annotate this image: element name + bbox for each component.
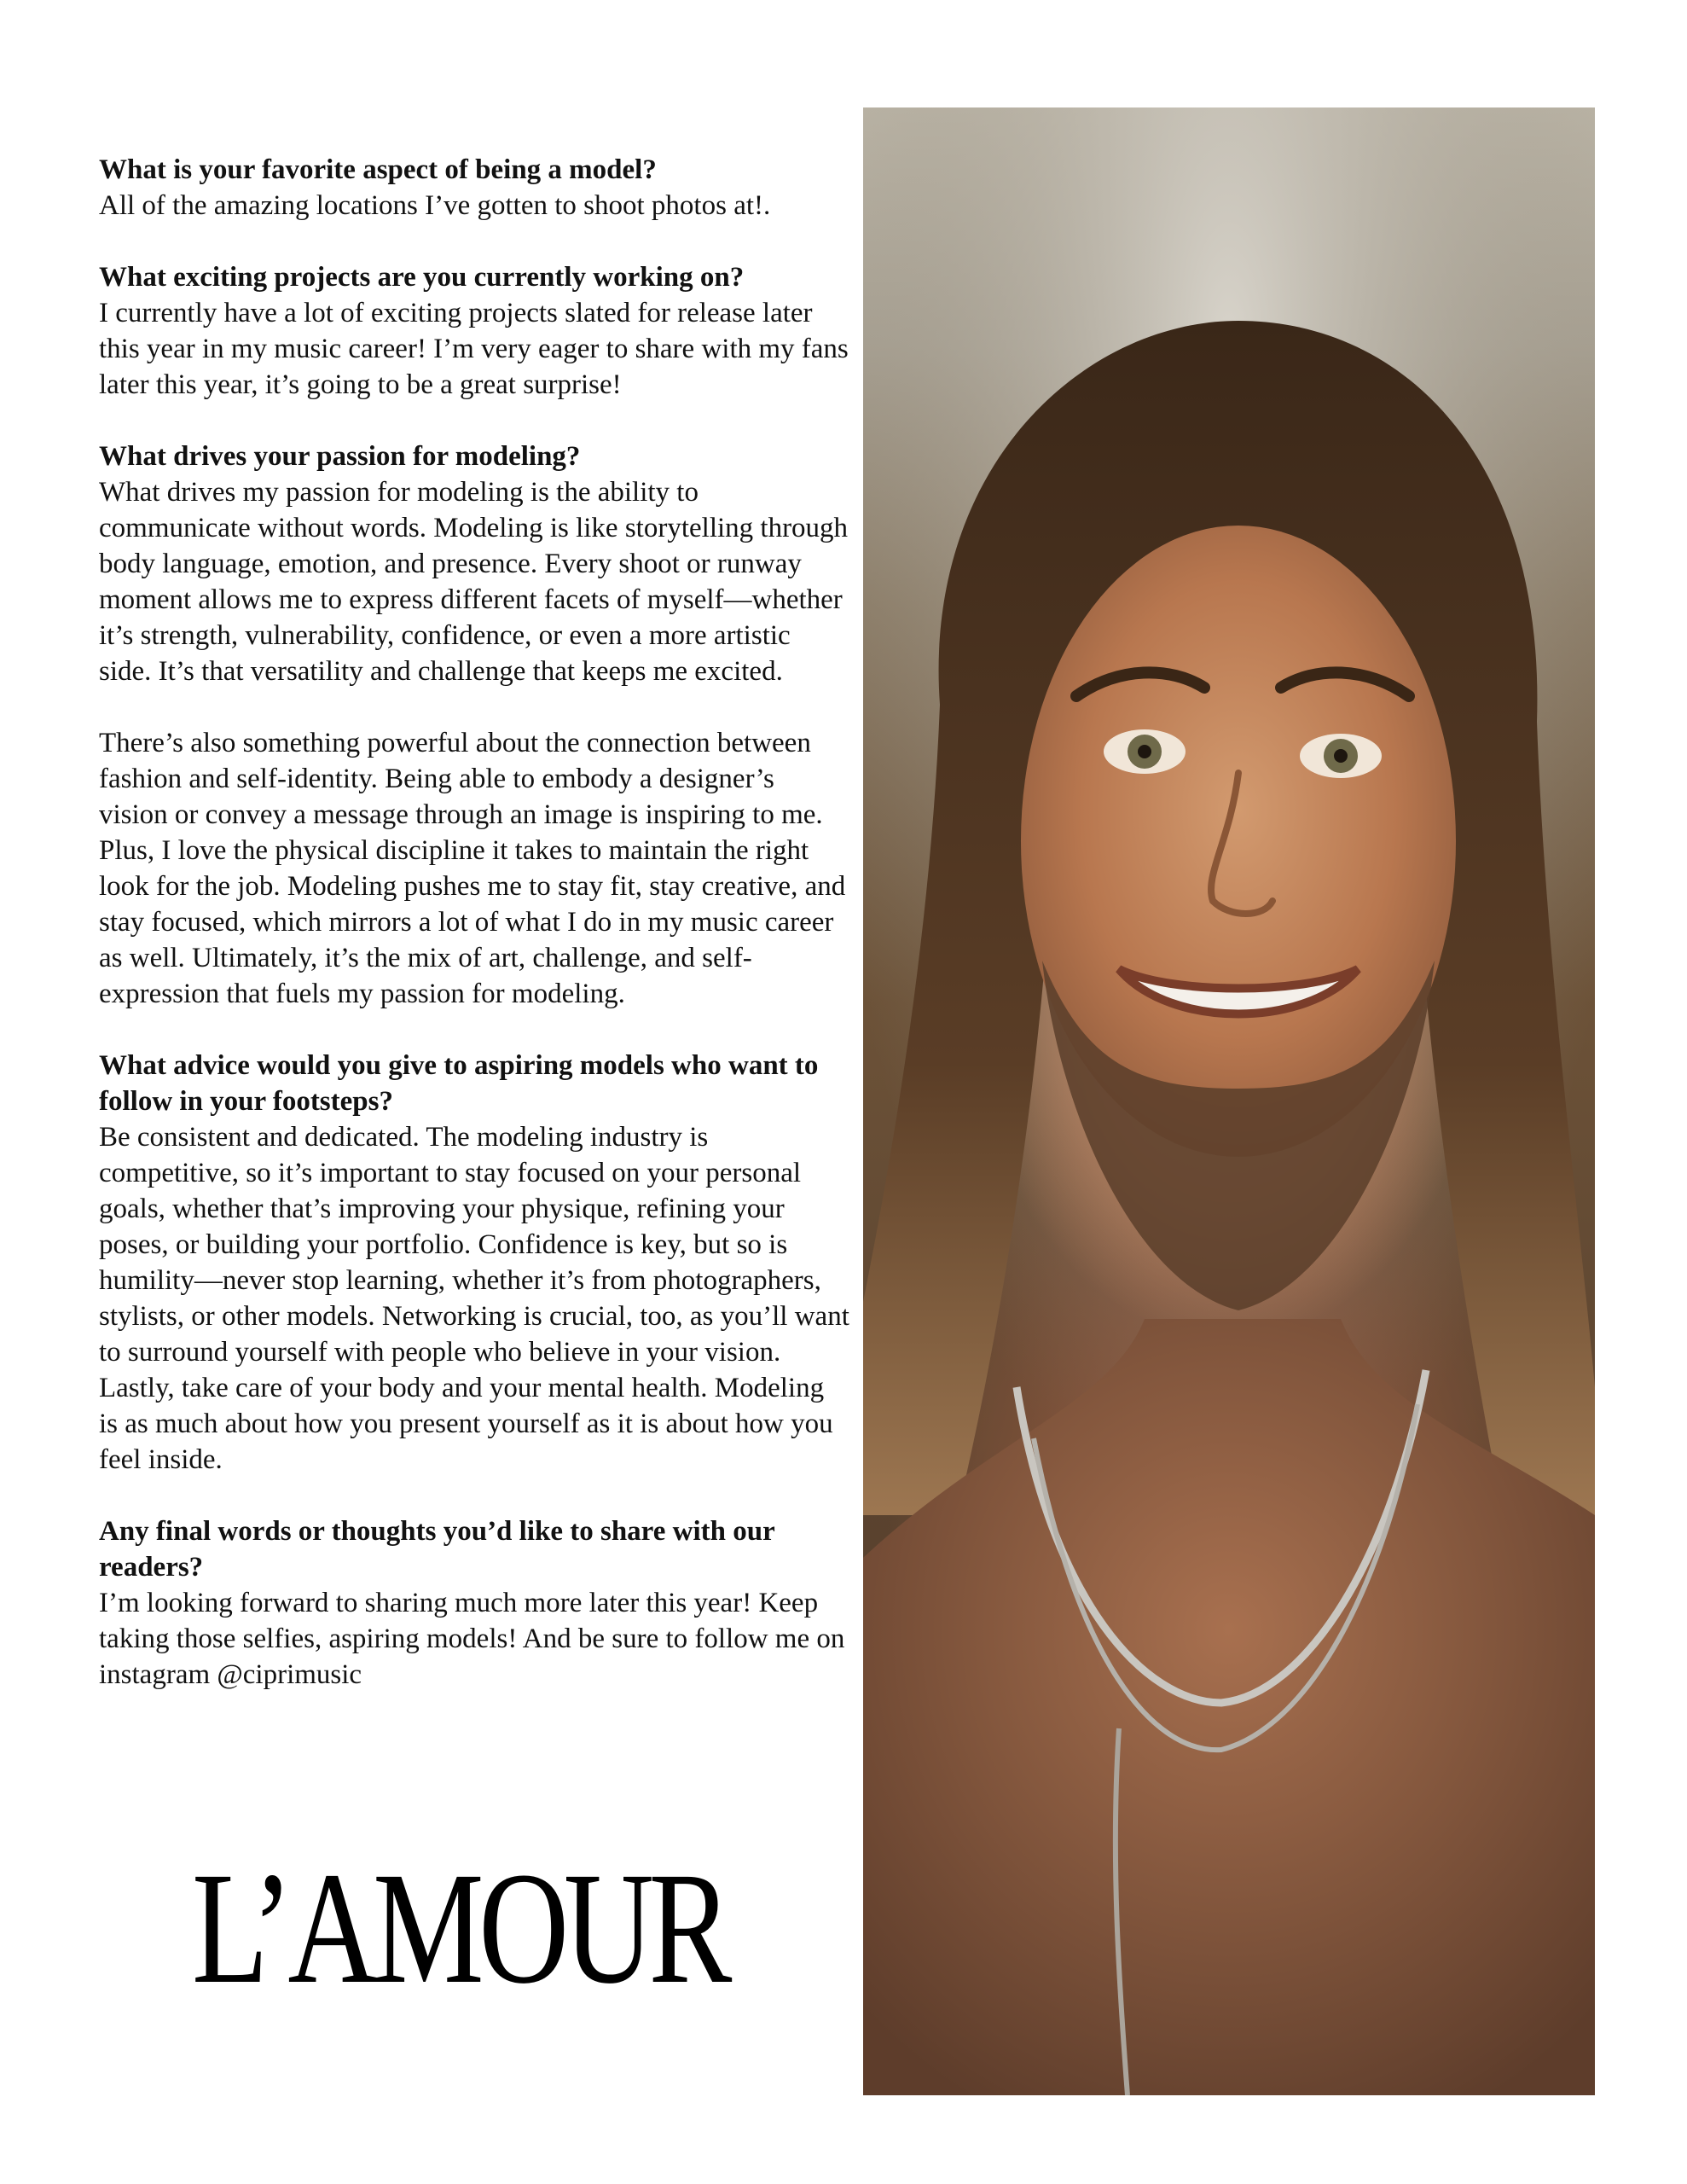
qa-block-1 xyxy=(99,152,849,224)
interview-column xyxy=(99,152,849,1728)
question-2: What exciting projects are you currently working on? xyxy=(99,262,745,293)
qa-block-3 xyxy=(99,439,849,1012)
answer-3b: There’s also something powerful about the connection between fashion and self-identity. Being able to embody a designer’s vision or convey a message through an image is inspiring to me. Plus, I love the physical discipline it takes to maintain the right look for the job. Modeling pushes me to stay fit, stay creative, and stay focused, which mirrors a lot of what I do in my music career as well. Ultimately, it’s the mix of art, challenge, and self-expression that fuels my passion for modeling. xyxy=(99,728,846,1009)
portrait-illustration xyxy=(863,107,1595,2095)
question-4: What advice would you give to aspiring models who want to follow in your footsteps? xyxy=(99,1050,819,1117)
answer-1: All of the amazing locations I’ve gotten to shoot photos at!. xyxy=(99,190,771,221)
qa-block-5 xyxy=(99,1513,849,1693)
qa-block-2 xyxy=(99,259,849,403)
left-pupil xyxy=(1138,745,1151,758)
question-5: Any final words or thoughts you’d like to share with our readers? xyxy=(99,1516,775,1583)
right-pupil xyxy=(1334,749,1348,763)
answer-5: I’m looking forward to sharing much more later this year! Keep taking those selfies, aspiring models! And be sure to follow me on instagram @ciprimusic xyxy=(99,1588,845,1690)
answer-4: Be consistent and dedicated. The modeling industry is competitive, so it’s important to stay focused on your personal goals, whether that’s improving your physique, refining your poses, or building your portfolio. Confidence is key, but so is humility—never stop learning, whether it’s from photographers, stylists, or other models. Networking is crucial, too, as you’ll want to surround yourself with people who believe in your vision. Lastly, take care of your body and your mental health. Modeling is as much about how you present yourself as it is about how you feel inside. xyxy=(99,1122,849,1475)
question-3: What drives your passion for modeling? xyxy=(99,441,581,472)
answer-3a: What drives my passion for modeling is the ability to communicate without words. Modeling is like storytelling through body language, emotion, and presence. Every shoot or runway moment allows me to express different facets of myself—whether it’s strength, vulnerability, confidence, or even a more artistic side. It’s that versatility and challenge that keeps me excited. xyxy=(99,477,849,687)
magazine-logo: L’AMOUR xyxy=(192,1838,728,2017)
qa-block-4 xyxy=(99,1048,849,1478)
question-1: What is your favorite aspect of being a model? xyxy=(99,154,657,185)
answer-2: I currently have a lot of exciting projects slated for release later this year in my music career! I’m very eager to share with my fans later this year, it’s going to be a great surprise! xyxy=(99,298,849,400)
portrait-photo xyxy=(863,107,1595,2095)
